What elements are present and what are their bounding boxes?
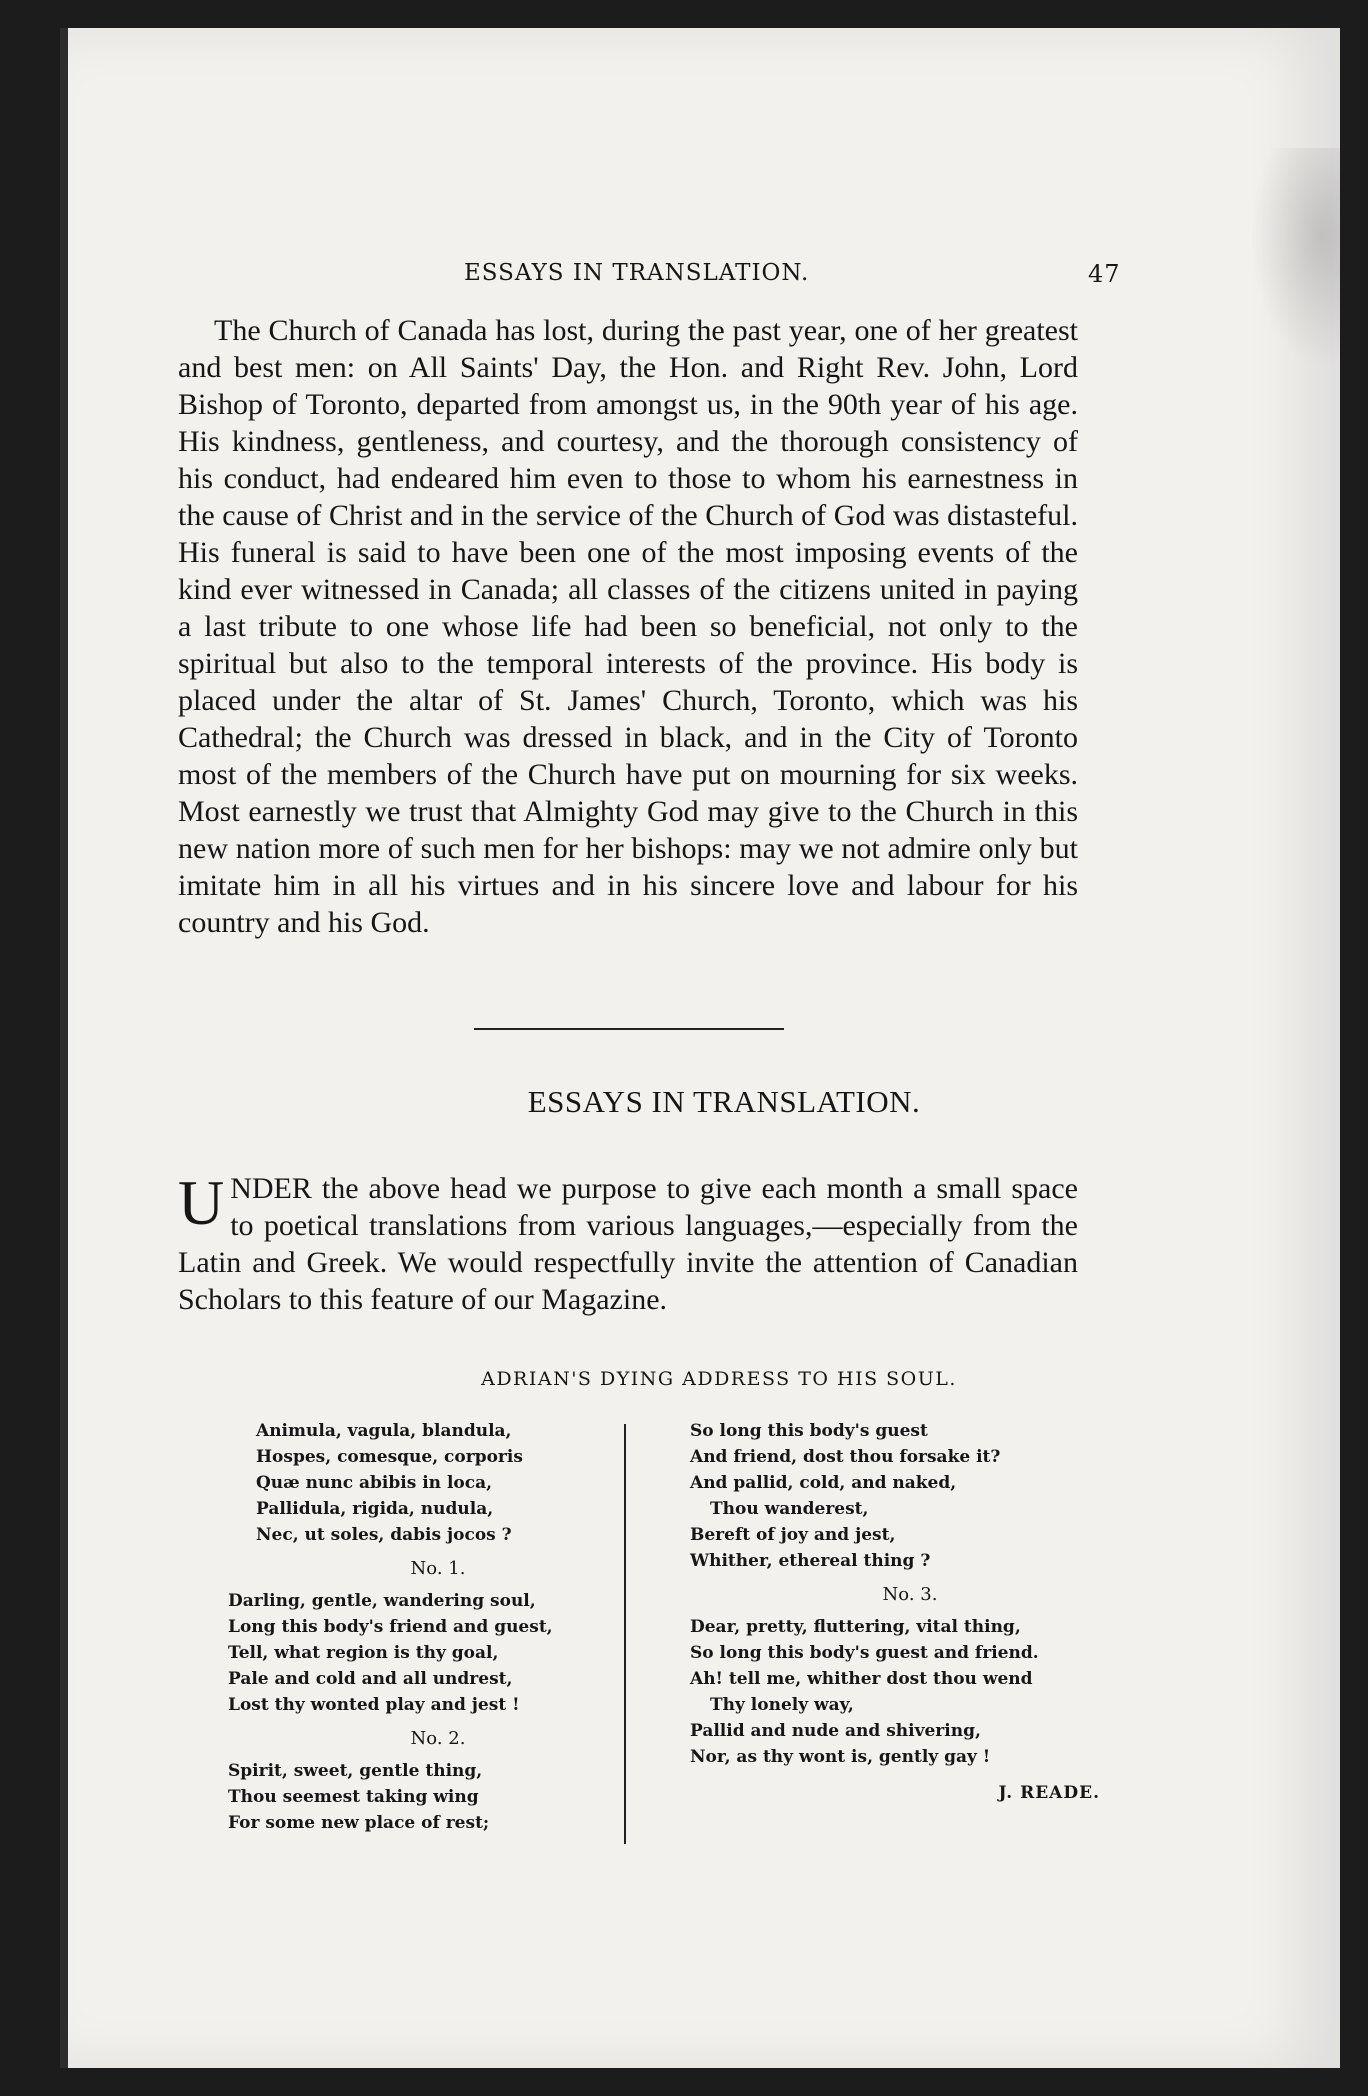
poem-title: ADRIAN'S DYING ADDRESS TO HIS SOUL.	[481, 1368, 957, 1390]
section-title: ESSAYS IN TRANSLATION.	[527, 1084, 921, 1119]
poem-line: Dear, pretty, fluttering, vital thing,	[690, 1617, 1021, 1637]
poem-line: Tell, what region is thy goal,	[228, 1643, 499, 1663]
poem-line: Pallidula, rigida, nudula,	[256, 1499, 494, 1519]
translation-heading-2: No. 2.	[410, 1728, 466, 1749]
paper-stain	[1250, 148, 1340, 368]
section-rule	[474, 1028, 784, 1030]
poem-line: For some new place of rest;	[228, 1813, 490, 1833]
poem-line: Pallid and nude and shivering,	[690, 1721, 981, 1741]
poem-line: Thy lonely way,	[710, 1695, 854, 1715]
poem-line: And pallid, cold, and naked,	[690, 1473, 957, 1493]
poem-line: Hospes, comesque, corporis	[256, 1447, 523, 1467]
poem-line: Quæ nunc abibis in loca,	[256, 1473, 493, 1493]
author-signature: J. READE.	[998, 1783, 1100, 1803]
poem-left-column	[228, 1418, 648, 1836]
poem-line: Darling, gentle, wandering soul,	[228, 1591, 536, 1611]
intro-paragraph	[178, 1167, 1078, 1318]
poem-line: Animula, vagula, blandula,	[256, 1421, 512, 1441]
poem-right-column	[690, 1418, 1130, 1806]
poem-line: Ah! tell me, whither dost thou wend	[690, 1669, 1033, 1689]
intro-text: NDER the above head we purpose to give each month a small space to poetical translations from various languages,—especially from the Latin and Greek. We would respectfully invite the attention of Canadian Scholars to this feature of our Magazine.	[178, 1172, 1078, 1316]
poem-line: Long this body's friend and guest,	[228, 1617, 553, 1637]
poem-line: Bereft of joy and jest,	[690, 1525, 896, 1545]
page-number: 47	[1088, 260, 1121, 288]
poem-line: So long this body's guest and friend.	[690, 1643, 1039, 1663]
obituary-paragraph: The Church of Canada has lost, during the past year, one of her greatest and best men: on All Saints' Day, the Hon. and Right Rev. John, Lord Bishop of Toronto, departed from amongst us, in the 90th year of his age. His kindness, gentleness, and courtesy, and the thorough consistency of his conduct, had endeared him even to those to whom his earnestness in the cause of Christ and in the service of the Church of God was distasteful. His funeral is said to have been one of the most imposing events of the kind ever witnessed in Canada; all classes of the citizens united in paying a last tribute to one whose life had been so beneficial, not only to the spiritual but also to the temporal interests of the province. His body is placed under the altar of St. James' Church, Toronto, which was his Cathedral; the Church was dressed in black, and in the City of Toronto most of the members of the Church have put on mourning for six weeks. Most earnestly we trust that Almighty God may give to the Church in this new nation more of such men for her bishops: may we not admire only but imitate him in all his virtues and in his sincere love and labour for his country and his God.	[178, 314, 1078, 939]
poem-line: Thou seemest taking wing	[228, 1787, 479, 1807]
poem-line: Nec, ut soles, dabis jocos ?	[256, 1525, 512, 1545]
translation-heading-1: No. 1.	[410, 1558, 466, 1579]
poem-line: So long this body's guest	[690, 1421, 928, 1441]
poem-line: Nor, as thy wont is, gently gay !	[690, 1747, 991, 1767]
latin-original	[228, 1418, 648, 1548]
poem-line: Spirit, sweet, gentle thing,	[228, 1761, 483, 1781]
poem-line: Lost thy wonted play and jest !	[228, 1695, 520, 1715]
drop-cap: U	[178, 1167, 225, 1238]
poem-line: Thou wanderest,	[710, 1499, 869, 1519]
book-page	[60, 28, 1340, 2068]
translation-heading-3: No. 3.	[882, 1584, 938, 1605]
running-title: ESSAYS IN TRANSLATION.	[464, 260, 810, 286]
poem-line: Whither, ethereal thing ?	[690, 1551, 931, 1571]
poem-line: Pale and cold and all undrest,	[228, 1669, 513, 1689]
poem-line: And friend, dost thou forsake it?	[690, 1447, 1001, 1467]
column-divider	[624, 1424, 626, 1844]
